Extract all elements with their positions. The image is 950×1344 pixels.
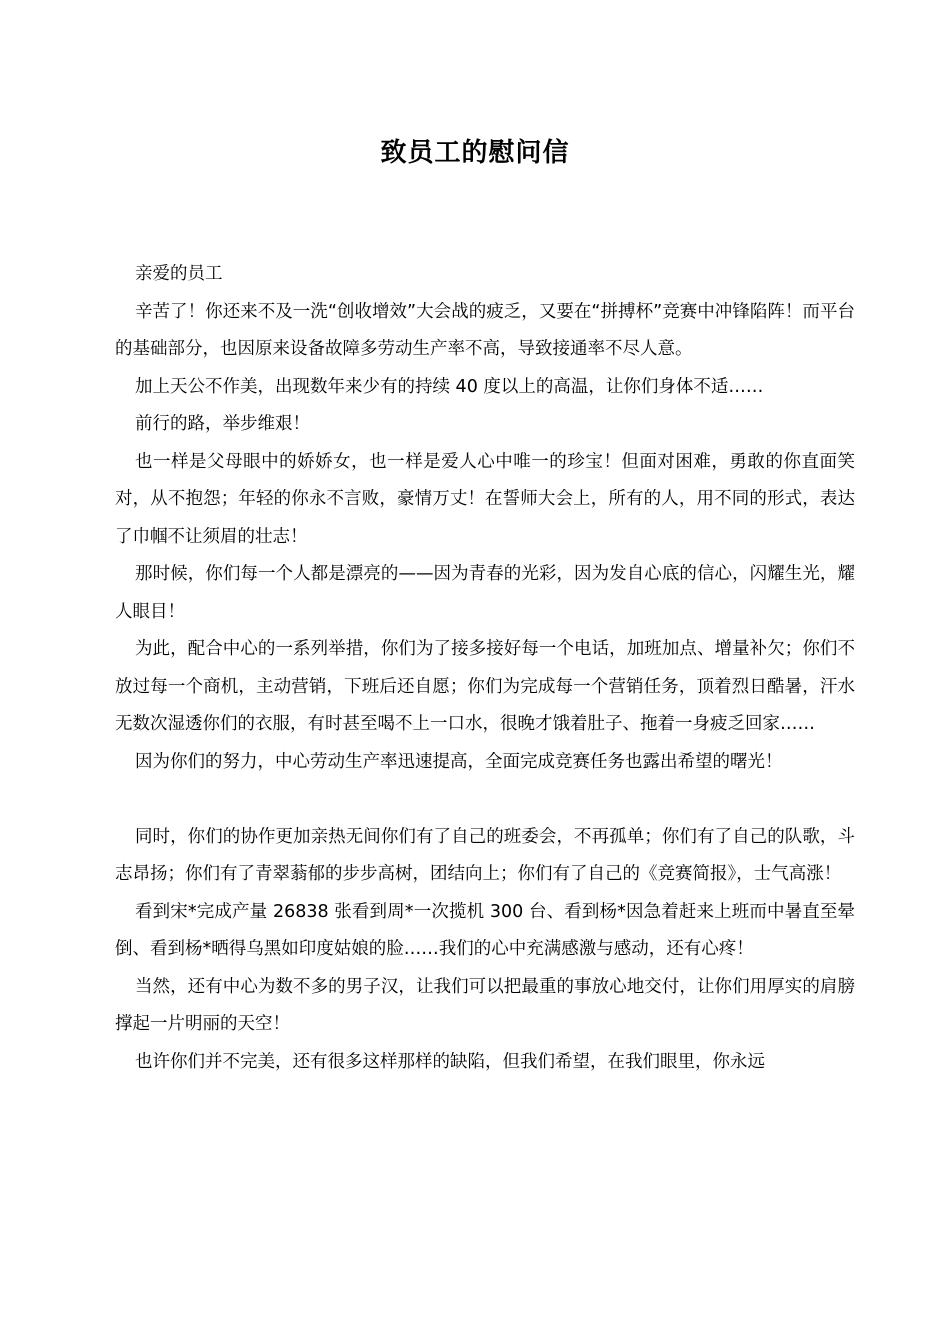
paragraph-gap [115, 781, 855, 819]
paragraph: 也许你们并不完美，还有很多这样那样的缺陷，但我们希望，在我们眼里，你永远 [135, 1051, 765, 1072]
paragraph: 因为你们的努力，中心劳动生产率迅速提高，全面完成竞赛任务也露出希望的曙光！ [135, 751, 783, 772]
salutation: 亲爱的员工 [135, 264, 223, 284]
paragraph: 加上天公不作美，出现数年来少有的持续 40 度以上的高温，让你们身体不适…… [135, 376, 764, 397]
paragraph: 为此，配合中心的一系列举措，你们为了接多接好每一个电话，加班加点、增量补欠；你们不放过每一个商机，主动营销，下班后还自愿；你们为完成每一个营销任务，顶着烈日酷暑，汗水无数次湿透你们的衣服，有时甚至喝不上一口水，很晚才饿着肚子、拖着一身疲乏回家…… [115, 639, 855, 734]
paragraph: 也一样是父母眼中的娇娇女，也一样是爱人心中唯一的珍宝！但面对困难，勇敢的你直面笑对，从不抱怨；年轻的你永不言败，豪情万丈！在誓师大会上，所有的人，用不同的形式，表达了巾帼不让须眉的壮志！ [115, 451, 855, 547]
document-title: 致员工的慰问信 [380, 138, 570, 168]
paragraph: 前行的路，举步维艰！ [135, 414, 310, 434]
letter-body [115, 256, 855, 1081]
paragraph: 同时，你们的协作更加亲热无间你们有了自己的班委会，不再孤单；你们有了自己的队歌，斗志昂扬；你们有了青翠蓊郁的步步高树，团结向上；你们有了自己的《竞赛简报》，士气高涨！ [115, 826, 855, 884]
paragraph: 当然，还有中心为数不多的男子汉，让我们可以把最重的事放心地交付，让你们用厚实的肩膀撑起一片明丽的天空！ [115, 976, 855, 1034]
paragraph: 那时候，你们每一个人都是漂亮的——因为青春的光彩，因为发自心底的信心，闪耀生光，耀人眼目！ [115, 564, 855, 622]
paragraph: 辛苦了！你还来不及一洗“创收增效”大会战的疲乏，又要在“拼搏杯”竞赛中冲锋陷阵！而平台的基础部分，也因原来设备故障多劳动生产率不高，导致接通率不尽人意。 [115, 301, 855, 359]
paragraph: 看到宋*完成产量 26838 张看到周*一次揽机 300 台、看到杨*因急着赶来上班而中暑直至晕倒、看到杨*晒得乌黑如印度姑娘的脸……我们的心中充满感激与感动，还有心疼！ [115, 901, 855, 959]
